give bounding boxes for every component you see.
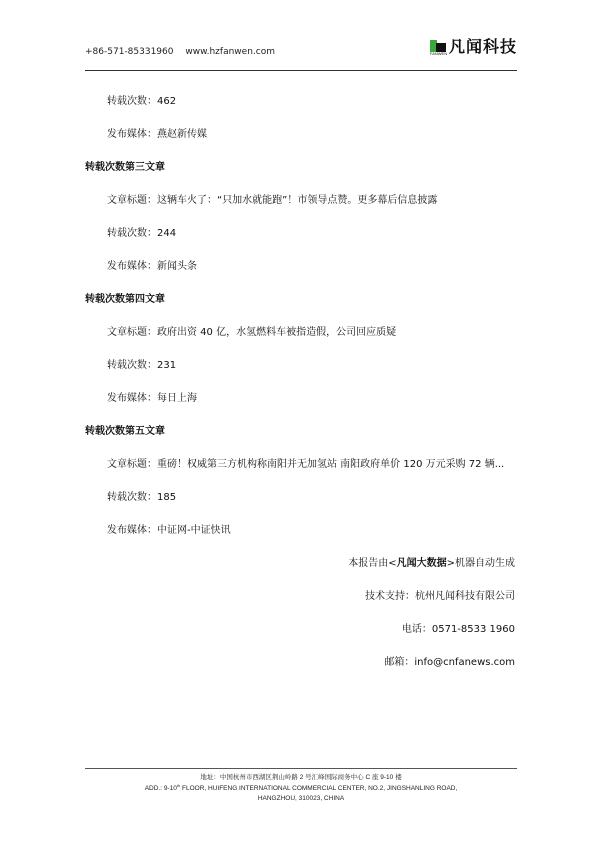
header-contact [85, 47, 275, 57]
article-title: 重磅！权威第三方机构称南阳并无加氢站 南阳政府单价 120 万元采购 72 辆... [157, 459, 505, 470]
company-logo [430, 38, 517, 56]
count-value: 231 [157, 360, 177, 371]
list-item [107, 326, 396, 340]
list-item [107, 128, 207, 142]
list-item [107, 491, 176, 505]
logo-mark-icon: FANWEN [430, 40, 446, 56]
footer-address-en: ADD.: 9-10th FLOOR, HUIFENG INTERNATIONAL COMMERCIAL CENTER, NO.2, JINGSHANLING ROAD, [144, 782, 458, 792]
section-heading: 转载次数第五文章 [85, 426, 165, 437]
media-value: 新闻头条 [157, 261, 197, 272]
media-value: 燕赵新传媒 [157, 129, 207, 140]
header-website[interactable]: www.hzfanwen.com [185, 47, 275, 57]
list-item [107, 194, 437, 208]
list-item [107, 524, 231, 538]
list-item [107, 260, 197, 274]
media-value: 中证网-中证快讯 [157, 525, 231, 536]
article-title: 这辆车火了：“只加水就能跑”！市领导点赞。更多幕后信息披露 [157, 195, 438, 206]
email-link[interactable]: info@cnfanews.com [414, 657, 515, 668]
media-value: 每日上海 [157, 393, 197, 404]
footer-divider [85, 768, 517, 769]
count-value: 185 [157, 492, 177, 503]
contact-phone: 电话：0571-8533 1960 [401, 624, 515, 635]
count-label: 转载次数： [107, 492, 157, 503]
count-value: 462 [157, 96, 177, 107]
count-label: 转载次数： [107, 96, 157, 107]
contact-email: 邮箱：info@cnfanews.com [384, 657, 515, 668]
footer-address-cn: 地址：中国杭州市西湖区荆山岭路 2 号汇峰国际商务中心 C 座 9-10 楼 [200, 774, 402, 781]
media-label: 发布媒体： [107, 129, 157, 140]
section-heading: 转载次数第三文章 [85, 162, 165, 173]
title-label: 文章标题： [107, 195, 157, 206]
count-value: 244 [157, 228, 177, 239]
media-label: 发布媒体： [107, 393, 157, 404]
brand-name: 凡闻大数据 [396, 558, 447, 569]
count-label: 转载次数： [107, 360, 157, 371]
count-label: 转载次数： [107, 228, 157, 239]
media-label: 发布媒体： [107, 261, 157, 272]
logo-name: 凡闻科技 [448, 37, 517, 56]
report-generated-note: 本报告由<凡闻大数据>机器自动生成 [348, 558, 515, 569]
footer-address-en-line2: HANGZHOU, 310023, CHINA [257, 795, 345, 802]
page-header [85, 38, 517, 68]
title-label: 文章标题： [107, 327, 157, 338]
list-item [107, 458, 504, 472]
media-label: 发布媒体： [107, 525, 157, 536]
list-item [107, 95, 176, 109]
list-item [107, 392, 197, 406]
section-heading: 转载次数第四文章 [85, 294, 165, 305]
list-item [107, 359, 176, 373]
header-phone: +86-571-85331960 [85, 47, 174, 57]
list-item [107, 227, 176, 241]
header-divider [85, 70, 517, 71]
article-title: 政府出资 40 亿，水氢燃料车被指造假，公司回应质疑 [157, 327, 397, 338]
title-label: 文章标题： [107, 459, 157, 470]
tech-support: 技术支持：杭州凡闻科技有限公司 [365, 591, 515, 602]
